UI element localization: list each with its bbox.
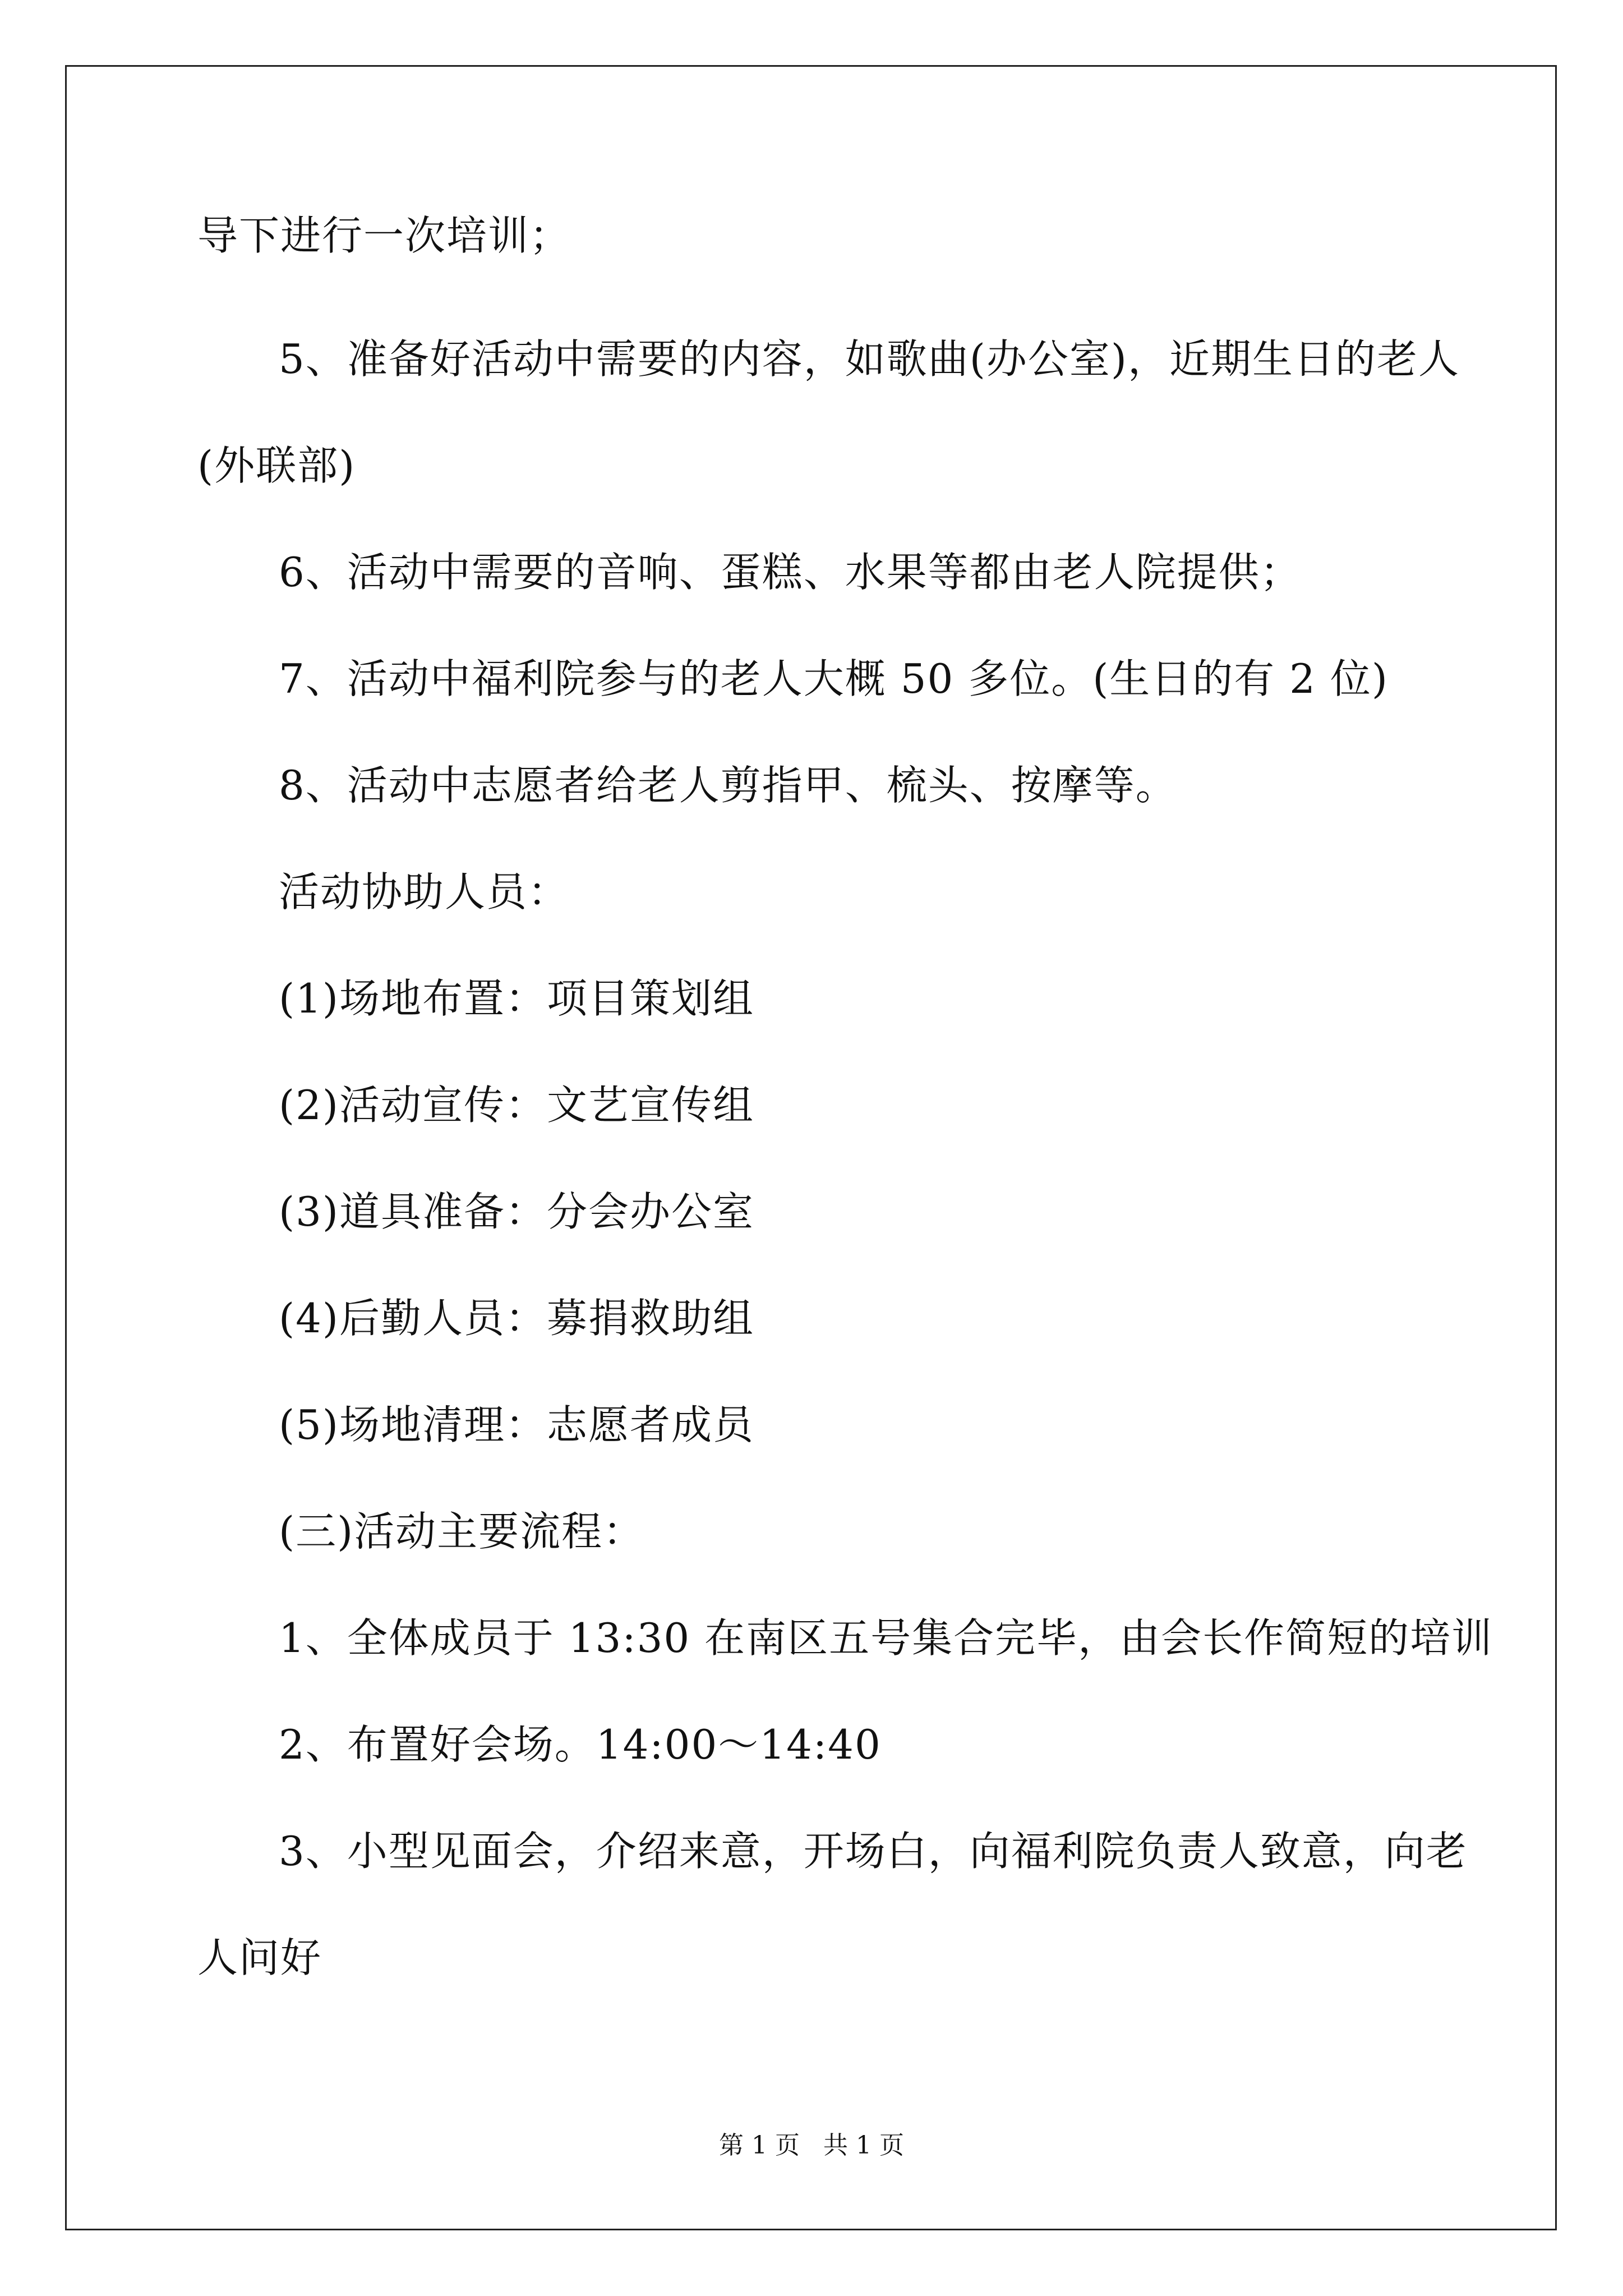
text-line-process-3-cont: 人问好 [197, 1934, 322, 1981]
page-footer: 第 1 页 共 1 页 [719, 2131, 904, 2160]
text-line-item-8: 8、活动中志愿者给老人剪指甲、梳头、按摩等。 [279, 762, 1177, 809]
text-line-item-7: 7、活动中福利院参与的老人大概 50 多位。(生日的有 2 位) [279, 655, 1389, 702]
text-line-process-1: 1、全体成员于 13:30 在南区五号集合完毕，由会长作简短的培训 [279, 1614, 1493, 1662]
text-line-item-6: 6、活动中需要的音响、蛋糕、水果等都由老人院提供； [279, 549, 1302, 596]
text-line-assistant-1: (1)场地布置：项目策划组 [279, 975, 754, 1022]
text-line-assistant-4: (4)后勤人员：募捐救助组 [279, 1295, 754, 1342]
text-line-assistant-3: (3)道具准备：分会办公室 [279, 1188, 754, 1235]
text-line-continuation: 导下进行一次培训； [197, 212, 571, 259]
page-border [65, 65, 1557, 2230]
text-line-assistant-2: (2)活动宣传：文艺宣传组 [279, 1082, 754, 1129]
text-line-process-3: 3、小型见面会，介绍来意，开场白，向福利院负责人致意，向老 [279, 1828, 1468, 1875]
text-line-assistant-5: (5)场地清理：志愿者成员 [279, 1401, 754, 1448]
text-line-item-5: 5、准备好活动中需要的内容，如歌曲(办公室)，近期生日的老人 [279, 335, 1460, 383]
text-line-item-5-cont: (外联部) [197, 442, 356, 489]
text-line-assistants-heading: 活动协助人员： [279, 868, 570, 915]
text-line-process-heading: (三)活动主要流程： [279, 1508, 645, 1555]
text-line-process-2: 2、布置好会场。14:00～14:40 [279, 1721, 882, 1768]
